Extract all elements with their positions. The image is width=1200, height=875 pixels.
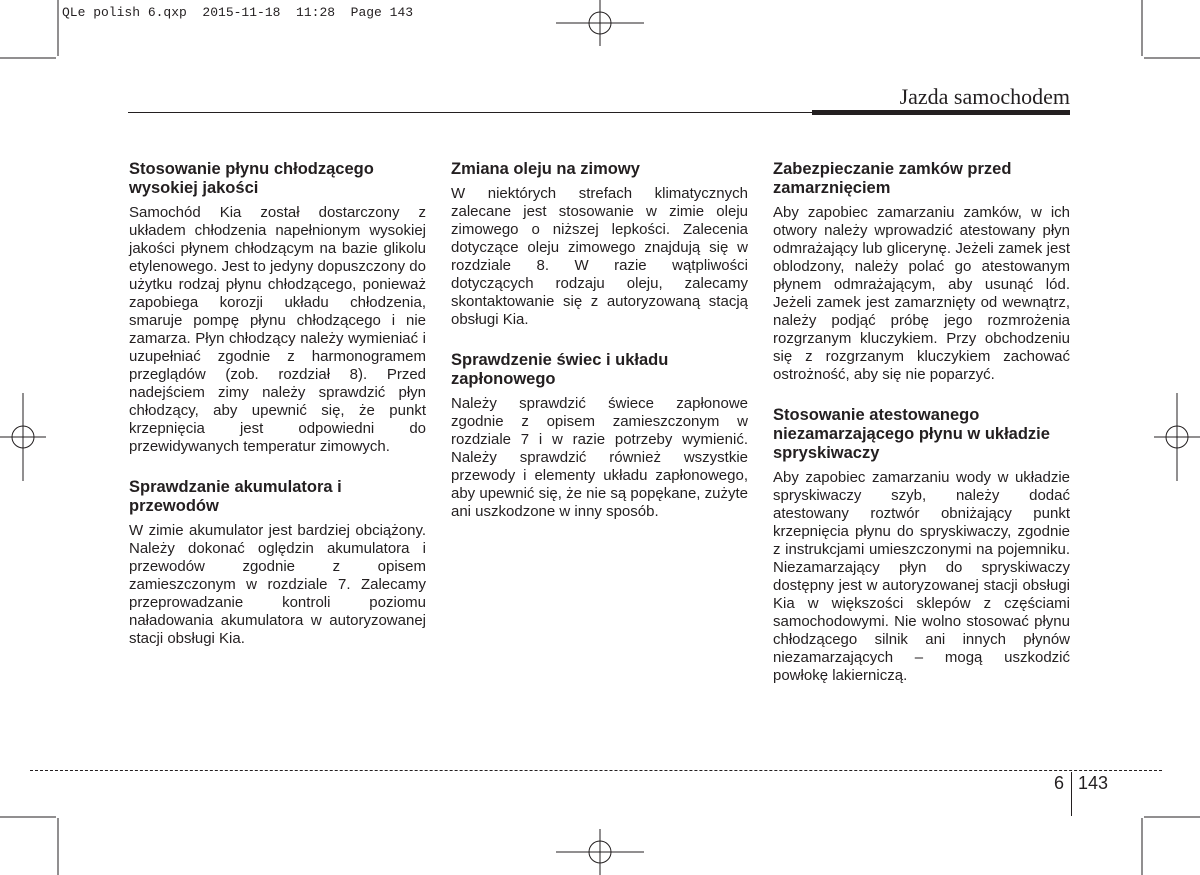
section-spark-plugs — [451, 351, 748, 521]
section-body: Aby zapobiec zamarzaniu zamków, w ich otwory należy wprowadzić atestowany płyn odmrażający lub glicerynę. Jeżeli zamek jest oblodzony, należy polać go atestowanym płynem odmrażającym, aby usunąć lód. Jeżeli zamek jest zamarznięty od wewnątrz, należy podjąć próbę jego rozmrożenia rozgrzanym kluczykiem. Przy obchodzeniu się z rozgrzanym kluczykiem zachować ostrożność, aby się nie poparzyć. — [773, 204, 1070, 383]
text-column-3 — [773, 160, 1070, 707]
registration-mark-right — [1154, 393, 1200, 481]
section-heading: Zmiana oleju na zimowy — [451, 160, 640, 178]
registration-mark-bottom — [556, 829, 644, 875]
section-heading: Stosowanie płynu chłodzącego wysokiej jakości — [129, 160, 374, 197]
section-washer-fluid — [773, 406, 1070, 685]
header-rule-accent — [812, 110, 1070, 115]
section-lock-freeze — [773, 160, 1070, 384]
section-body: W zimie akumulator jest bardziej obciążony. Należy dokonać oględzin akumulatora i przewodów zgodnie z opisem zamieszczonym w rozdziale 7. Zalecamy przeprowadzanie kontroli poziomu naładowania akumulatora w autoryzowanej stacji obsługi Kia. — [129, 522, 426, 647]
section-heading: Sprawdzanie akumulatora i przewodów — [129, 478, 342, 515]
page-number: 143 — [1078, 773, 1109, 793]
section-body: Aby zapobiec zamarzaniu wody w układzie spryskiwaczy szyb, należy dodać atestowany roztwór obniżający punkt krzepnięcia płynu do spryskiwaczy, zgodnie z instrukcjami umieszczonymi na pojemniku. Niezamarzający płyn do spryskiwaczy dostępny jest w autoryzowanej stacji obsługi Kia w większości sklepów z częściami samochodowymi. Nie wolno stosować płynu chłodzącego silnik ani innych płynów niezamarzających – mogą uszkodzić powłokę lakierniczą. — [773, 469, 1070, 684]
section-coolant — [129, 160, 426, 456]
section-body: Należy sprawdzić świece zapłonowe zgodnie z opisem zamieszczonym w rozdziale 7 i w razie potrzeby wymienić. Należy sprawdzić również wszystkie przewody i elementy układu zapłonowego, aby upewnić się, że nie są popękane, zużyte ani uszkodzone w inny sposób. — [451, 395, 748, 520]
text-column-2 — [451, 160, 748, 543]
print-slug: QLe polish 6.qxp 2015-11-18 11:28 Page 143 — [62, 5, 414, 20]
registration-mark-top — [556, 0, 644, 46]
text-column-1 — [129, 160, 426, 670]
section-heading: Stosowanie atestowanego niezamarzającego płynu w układzie spryskiwaczy — [773, 406, 1050, 462]
section-winter-oil — [451, 160, 748, 329]
chapter-number: 6 — [1054, 773, 1065, 793]
footer-dashed-rule — [30, 770, 1162, 771]
page-number-divider — [1071, 772, 1072, 816]
section-heading: Sprawdzenie świec i układu zapłonowego — [451, 351, 669, 388]
section-body: Samochód Kia został dostarczony z układem chłodzenia napełnionym wysokiej jakości płynem chłodzącym na bazie glikolu etylenowego. Jest to jedyny dopuszczony do użytku rodzaj płynu chłodzącego, ponieważ zapobiega korozji układu chłodzenia, smaruje pompę płynu chłodzącego i nie zamarza. Płyn chłodzący należy wymieniać i uzupełniać zgodnie z harmonogramem przeglądów (zob. rozdział 8). Przed nadejściem zimy należy sprawdzić płyn chłodzący, aby upewnić się, że punkt krzepnięcia jest odpowiedni do przewidywanych temperatur zimowych. — [129, 204, 426, 455]
section-battery — [129, 478, 426, 648]
section-heading: Zabezpieczanie zamków przed zamarznięciem — [773, 160, 1012, 197]
section-body: W niektórych strefach klimatycznych zalecane jest stosowanie w zimie oleju zimowego o niższej lepkości. Zalecenia dotyczące oleju zimowego znajdują się w rozdziale 8. W razie wątpliwości dotyczących rodzaju oleju, zalecamy skontaktowanie się z autoryzowaną stacją obsługi Kia. — [451, 185, 748, 328]
running-header-title: Jazda samochodem — [899, 84, 1070, 109]
registration-mark-left — [0, 393, 46, 481]
